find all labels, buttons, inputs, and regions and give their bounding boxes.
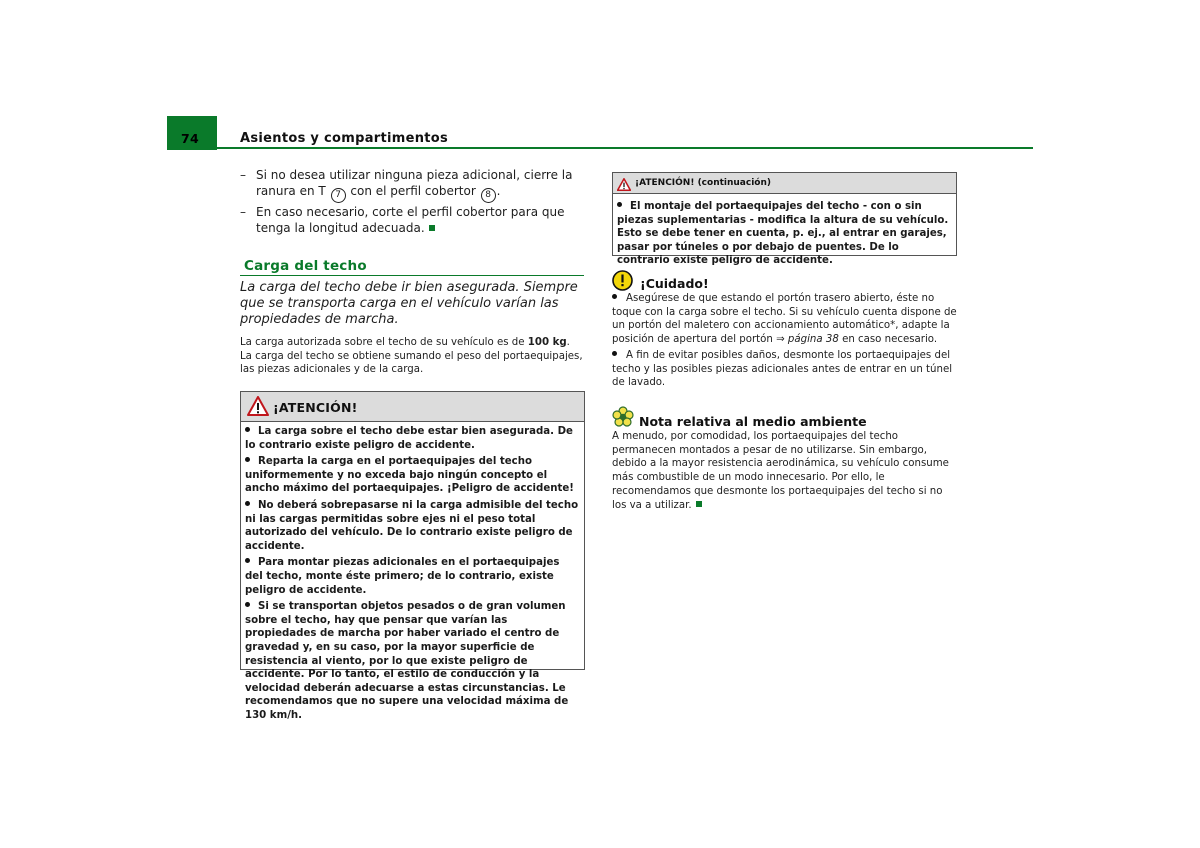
instruction-text: con el perfil cobertor bbox=[350, 183, 476, 198]
environment-title: Nota relativa al medio ambiente bbox=[639, 414, 867, 429]
instruction-text: En caso necesario, corte el perfil cobertor para que tenga la longitud adecuada. bbox=[256, 205, 565, 235]
instruction-item bbox=[240, 168, 585, 203]
caution-list bbox=[612, 292, 957, 392]
warning-triangle-icon bbox=[617, 176, 631, 195]
heading-rule bbox=[240, 275, 584, 276]
warning-item bbox=[245, 455, 580, 496]
bullet-icon bbox=[617, 202, 622, 207]
instruction-text: Si no desea utilizar ninguna pieza adicional, cierre la ranura en T bbox=[256, 168, 573, 198]
warning-text: Para montar piezas adicionales en el portaequipajes del techo, monte éste primero; de lo contrario, existe peligro de accidente. bbox=[245, 557, 560, 596]
warning-list bbox=[241, 422, 584, 728]
bullet-icon bbox=[612, 294, 617, 299]
caution-text: en caso necesario. bbox=[842, 334, 938, 346]
bullet-icon bbox=[612, 351, 617, 356]
warning-item bbox=[245, 600, 580, 722]
caution-text: Asegúrese de que estando el portón trasero abierto, éste no toque con la carga sobre el techo. Si su vehículo cuenta dispone de un portón del maletero con accionamiento automático*, adapte la posición de apertura del portón bbox=[612, 293, 957, 346]
warning-item bbox=[245, 556, 580, 597]
arrow-right-icon: ⇒ bbox=[776, 334, 785, 346]
environment-body bbox=[612, 430, 957, 512]
bullet-icon bbox=[245, 558, 250, 563]
end-square-icon bbox=[429, 225, 435, 231]
load-value: 100 kg bbox=[527, 337, 567, 348]
warning-text: La carga sobre el techo debe estar bien asegurada. De lo contrario existe peligro de accidente. bbox=[245, 426, 573, 451]
flower-icon bbox=[612, 406, 634, 432]
body-text: . La carga del techo se obtiene sumando el peso del portaequipajes, las piezas adicionales y de la carga. bbox=[240, 337, 583, 376]
body-text: La carga autorizada sobre el techo de su vehículo es de bbox=[240, 337, 525, 348]
reference-number: 8 bbox=[481, 188, 496, 203]
warning-box bbox=[240, 391, 585, 721]
caution-item bbox=[612, 292, 957, 347]
warning-title: ¡ATENCIÓN! (continuación) bbox=[635, 178, 772, 188]
warning-header bbox=[613, 173, 956, 194]
bullet-icon bbox=[245, 501, 250, 506]
instruction-text: . bbox=[496, 183, 501, 198]
bullet-icon bbox=[245, 427, 250, 432]
page-number: 74 bbox=[181, 131, 199, 146]
bullet-icon bbox=[245, 457, 250, 462]
warning-text: Reparta la carga en el portaequipajes del techo uniformemente y no exceda bajo ningún concepto el ancho máximo del portaequipajes. ¡Peligro de accidente! bbox=[245, 456, 574, 495]
environment-text: A menudo, por comodidad, los portaequipajes del techo permanecen montados a pesar de no utilizarse. Sin embargo, debido a la mayor resistencia aerodinámica, su vehículo consume más combustible de un modo innecesario. Por ello, le recomendamos que desmonte los portaequipajes del techo si no los va a utilizar. bbox=[612, 431, 949, 511]
warning-item bbox=[245, 499, 580, 553]
warning-item bbox=[617, 200, 952, 268]
dash-marker: – bbox=[240, 205, 246, 219]
carga-body bbox=[240, 336, 585, 377]
warning-text: Si se transportan objetos pesados o de gran volumen sobre el techo, hay que pensar que varían las propiedades de marcha por haber variado el centro de gravedad y, en su caso, por la mayor superficie de resistencia al viento, por lo que existe peligro de accidente. Por lo tanto, el estilo de conducción y la velocidad deberán adecuarse a estas circunstancias. Le recomendamos que no supere una velocidad máxima de 130 km/h. bbox=[245, 601, 569, 721]
dash-marker: – bbox=[240, 168, 246, 182]
warning-item bbox=[245, 425, 580, 452]
warning-triangle-icon bbox=[247, 396, 269, 420]
caution-item bbox=[612, 349, 957, 390]
caution-text: A fin de evitar posibles daños, desmonte los portaequipajes del techo y las posibles piezas adicionales antes de entrar en un túnel de lavado. bbox=[612, 349, 953, 389]
warning-list bbox=[613, 194, 956, 274]
warning-header bbox=[241, 392, 584, 422]
bullet-icon bbox=[245, 602, 250, 607]
end-square-icon bbox=[696, 501, 702, 507]
warning-text: El montaje del portaequipajes del techo - con o sin piezas suplementarias - modifica la altura de su vehículo. Esto se debe tener en cuenta, p. ej., al entrar en garajes, pasar por túneles o por debajo de puentes. De lo contrario existe peligro de accidente. bbox=[617, 201, 949, 267]
carga-heading: Carga del techo bbox=[244, 258, 367, 274]
page-reference-link[interactable]: página 38 bbox=[787, 334, 839, 346]
reference-number: 7 bbox=[331, 188, 346, 203]
section-title: Asientos y compartimentos bbox=[240, 131, 449, 146]
header-rule bbox=[217, 147, 1033, 149]
caution-title: ¡Cuidado! bbox=[640, 276, 709, 291]
instruction-item bbox=[240, 205, 585, 236]
carga-intro: La carga del techo debe ir bien asegurada. Siempre que se transporta carga en el vehículo varían las propiedades de marcha. bbox=[240, 280, 578, 327]
warning-continued-box bbox=[612, 172, 957, 267]
warning-text: No deberá sobrepasarse ni la carga admisible del techo ni las cargas permitidas sobre ejes ni el peso total autorizado del vehículo. De lo contrario existe peligro de accidente. bbox=[245, 499, 579, 552]
warning-title: ¡ATENCIÓN! bbox=[273, 400, 358, 415]
